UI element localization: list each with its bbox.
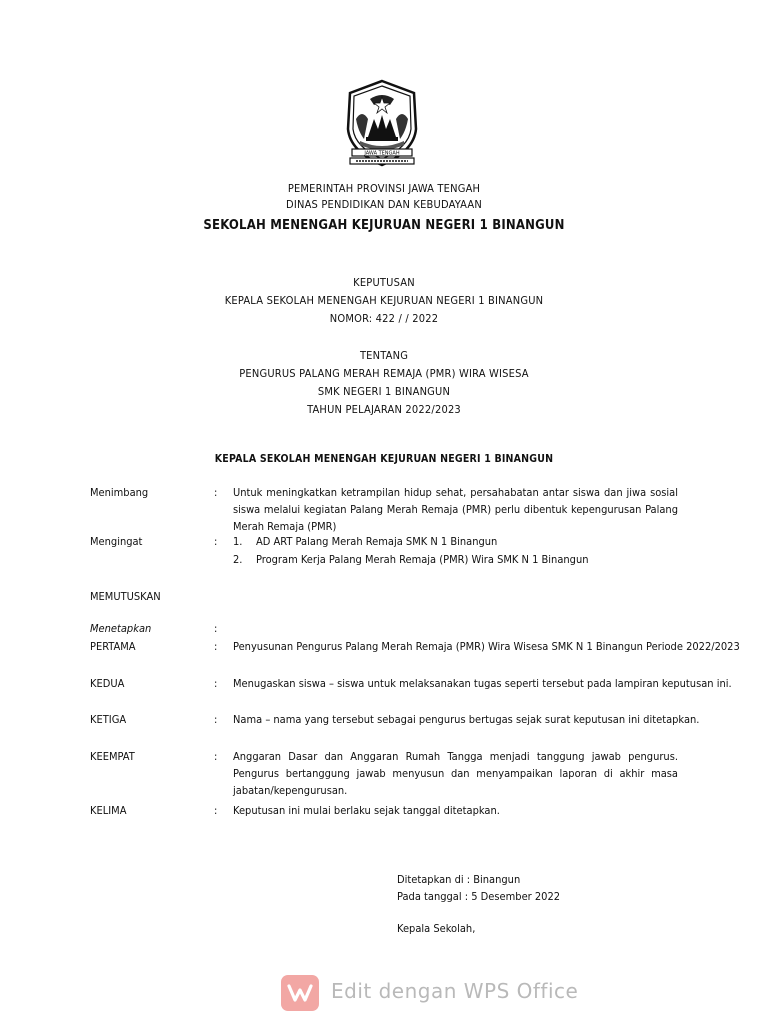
mengingat-label: Mengingat (90, 535, 143, 548)
ditetapkan-di: Ditetapkan di : Binangun (397, 873, 521, 886)
list-item: 1. AD ART Palang Merah Remaja SMK N 1 Binangun (233, 535, 498, 548)
colon: : (214, 486, 218, 499)
menimbang-label: Menimbang (90, 486, 149, 499)
colon: : (214, 750, 218, 763)
keempat-text: Anggaran Dasar dan Anggaran Rumah Tangga menjadi tanggung jawab pengurus. Pengurus bertanggung jawab menyusun dan menyampaikan laporan di akhir masa jabatan/kepengurusan. (233, 750, 678, 797)
mengingat-list (233, 533, 678, 569)
colon: : (214, 622, 218, 635)
svg-text:JAWA TENGAH: JAWA TENGAH (364, 150, 400, 157)
title-kepala: KEPALA SEKOLAH MENENGAH KEJURUAN NEGERI 1 BINANGUN (224, 294, 544, 307)
wps-watermark-text: Edit dengan WPS Office (331, 979, 579, 1003)
title-keputusan: KEPUTUSAN (353, 276, 415, 289)
pada-tanggal: Pada tanggal : 5 Desember 2022 (397, 890, 561, 903)
memutuskan-label: MEMUTUSKAN (90, 590, 161, 603)
colon: : (214, 640, 218, 653)
school-name: SEKOLAH MENENGAH KEJURUAN NEGERI 1 BINANGUN (203, 218, 565, 233)
title-subject-1: PENGURUS PALANG MERAH REMAJA (PMR) WIRA WISESA (239, 367, 529, 380)
keempat-label: KEEMPAT (90, 750, 135, 763)
colon: : (214, 713, 218, 726)
title-tentang: TENTANG (359, 349, 409, 362)
kedua-text: Menugaskan siswa – siswa untuk melaksanakan tugas seperti tersebut pada lampiran keputusan ini. (233, 677, 732, 690)
pertama-text: Penyusunan Pengurus Palang Merah Remaja (PMR) Wira Wisesa SMK N 1 Binangun Periode 2022/2023 (233, 640, 740, 653)
colon: : (214, 677, 218, 690)
kelima-label: KELIMA (90, 804, 127, 817)
header-line-2: DINAS PENDIDIKAN DAN KEBUDAYAAN (286, 198, 482, 211)
pertama-label: PERTAMA (90, 640, 136, 653)
kedua-label: KEDUA (90, 677, 125, 690)
colon: : (214, 804, 218, 817)
menetapkan-label: Menetapkan (90, 622, 152, 635)
title-subject-2: SMK NEGERI 1 BINANGUN (317, 385, 451, 398)
colon: : (214, 535, 218, 548)
title-nomor: NOMOR: 422 / / 2022 (329, 312, 439, 325)
header-line-1: PEMERINTAH PROVINSI JAWA TENGAH (287, 182, 481, 195)
list-item: 2. Program Kerja Palang Merah Remaja (PMR) Wira SMK N 1 Binangun (233, 553, 589, 566)
wps-logo-icon (281, 975, 319, 1011)
kelima-text: Keputusan ini mulai berlaku sejak tanggal ditetapkan. (233, 804, 500, 817)
jawa-tengah-emblem-icon (344, 79, 420, 169)
authority-heading: KEPALA SEKOLAH MENENGAH KEJURUAN NEGERI 1 BINANGUN (214, 453, 554, 465)
title-subject-3: TAHUN PELAJARAN 2022/2023 (307, 403, 461, 416)
menimbang-text: Untuk meningkatkan ketrampilan hidup sehat, persahabatan antar siswa dan jiwa sosial siswa melalui kegiatan Palang Merah Remaja (PMR) perlu dibentuk kepengurusan Palang Merah Remaja (PMR) (233, 486, 678, 533)
kepala-sekolah-title: Kepala Sekolah, (397, 922, 476, 935)
ketiga-label: KETIGA (90, 713, 127, 726)
ketiga-text: Nama – nama yang tersebut sebagai pengurus bertugas sejak surat keputusan ini ditetapkan. (233, 713, 700, 726)
